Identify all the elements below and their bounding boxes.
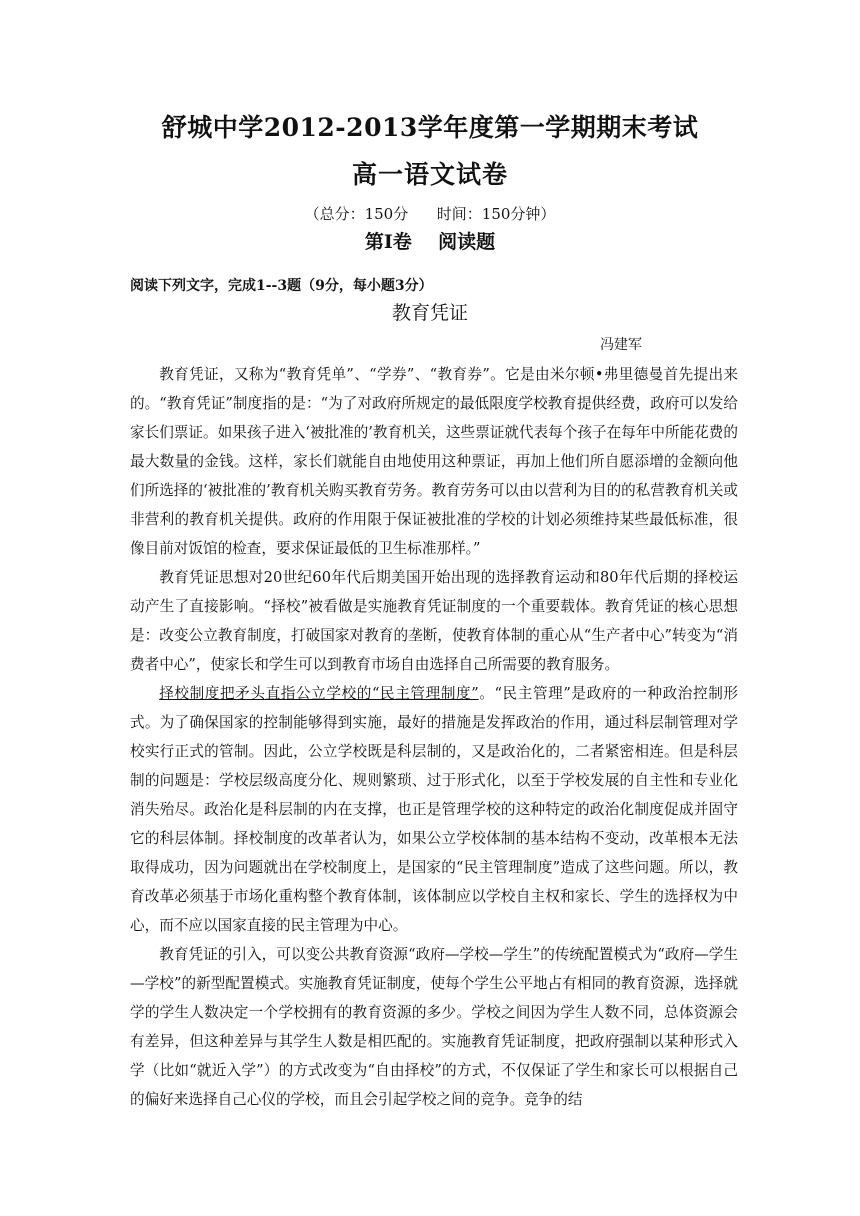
article-paragraph-3-text: 。“民主管理”是政府的一种政治控制形式。为了确保国家的控制能够得到实施，最好的措施是发挥政治的作用，通过科层制管理对学校实行正式的管制。因此，公立学校既是科层制的，又是政治化的，二者紧密相连。但是科层制的问题是：学校层级高度分化、规则繁琐、过于形式化，以至于学校发展的自主性和专业化消失殆尽。政治化是科层制的内在支撑，也正是管理学校的这种特定的政治化制度促成并固守它的科层体制。择校制度的改革者认为，如果公立学校体制的基本结构不变动，改革根本无法取得成功，因为问题就出在学校制度上，是国家的“民主管理制度”造成了这些问题。所以，教育改革必须基于市场化重构整个教育体制，该体制应以学校自主权和家长、学生的选择权为中心，而不应以国家直接的民主管理为中心。 bbox=[130, 685, 738, 934]
article-paragraph-2: 教育凭证思想对20世纪60年代后期美国开始出现的选择教育运动和80年代后期的择校运动产生了直接影响。“择校”被看做是实施教育凭证制度的一个重要载体。教育凭证的核心思想是：改变公立教育制度，打破国家对教育的垄断，使教育体制的重心从“生产者中心”转变为“消费者中心”，使家长和学生可以到教育市场自由选择自己所需要的教育服务。 bbox=[130, 569, 738, 673]
section-heading: 第Ⅰ卷 阅读题 bbox=[364, 231, 496, 253]
underlined-sentence: 择校制度把矛头直指公立学校的“民主管理制度” bbox=[159, 685, 479, 702]
question-instruction: 阅读下列文字，完成1--3题（9分，每小题3分） bbox=[130, 278, 433, 294]
article-author: 冯建军 bbox=[600, 337, 642, 353]
article-paragraph-4: 教育凭证的引入，可以变公共教育资源“政府—学校—学生”的传统配置模式为“政府—学生—学校”的新型配置模式。实施教育凭证制度，使每个学生公平地占有相同的教育资源，选择就学的学生人数决定一个学校拥有的教育资源的多少。学校之间因为学生人数不同，总体资源会有差异，但这种差异与其学生人数是相匹配的。实施教育凭证制度，把政府强制以某种形式入学（比如“就近入学”）的方式改变为“自由择校”的方式，不仅保证了学生和家长可以根据自己的偏好来选择自己心仪的学校，而且会引起学校之间的竞争。竞争的结 bbox=[130, 946, 738, 1108]
article-paragraph-3 bbox=[130, 679, 738, 940]
article-body bbox=[130, 360, 738, 1114]
article-title: 教育凭证 bbox=[391, 302, 468, 324]
exam-title: 舒城中学2012-2013学年度第一学期期末考试 bbox=[161, 113, 699, 142]
exam-subtitle: 高一语文试卷 bbox=[351, 160, 508, 189]
article-paragraph-1: 教育凭证，又称为“教育凭单”、“学券”、“教育券”。它是由米尔顿•弗里德曼首先提出来的。“教育凭证”制度指的是：“为了对政府所规定的最低限度学校教育提供经费，政府可以发给家长们票证。如果孩子进入‘被批准的’教育机关，这些票证就代表每个孩子在每年中所能花费的最大数量的金钱。这样，家长们就能自由地使用这种票证，再加上他们所自愿添增的金额向他们所选择的‘被批准的’教育机关购买教育劳务。教育劳务可以由以营利为目的的私营教育机关或非营利的教育机关提供。政府的作用限于保证被批准的学校的计划必须维持某些最低标准，很像目前对饭馆的检查，要求保证最低的卫生标准那样。” bbox=[130, 366, 738, 557]
exam-info: （总分：150分 时间：150分钟） bbox=[304, 205, 556, 223]
